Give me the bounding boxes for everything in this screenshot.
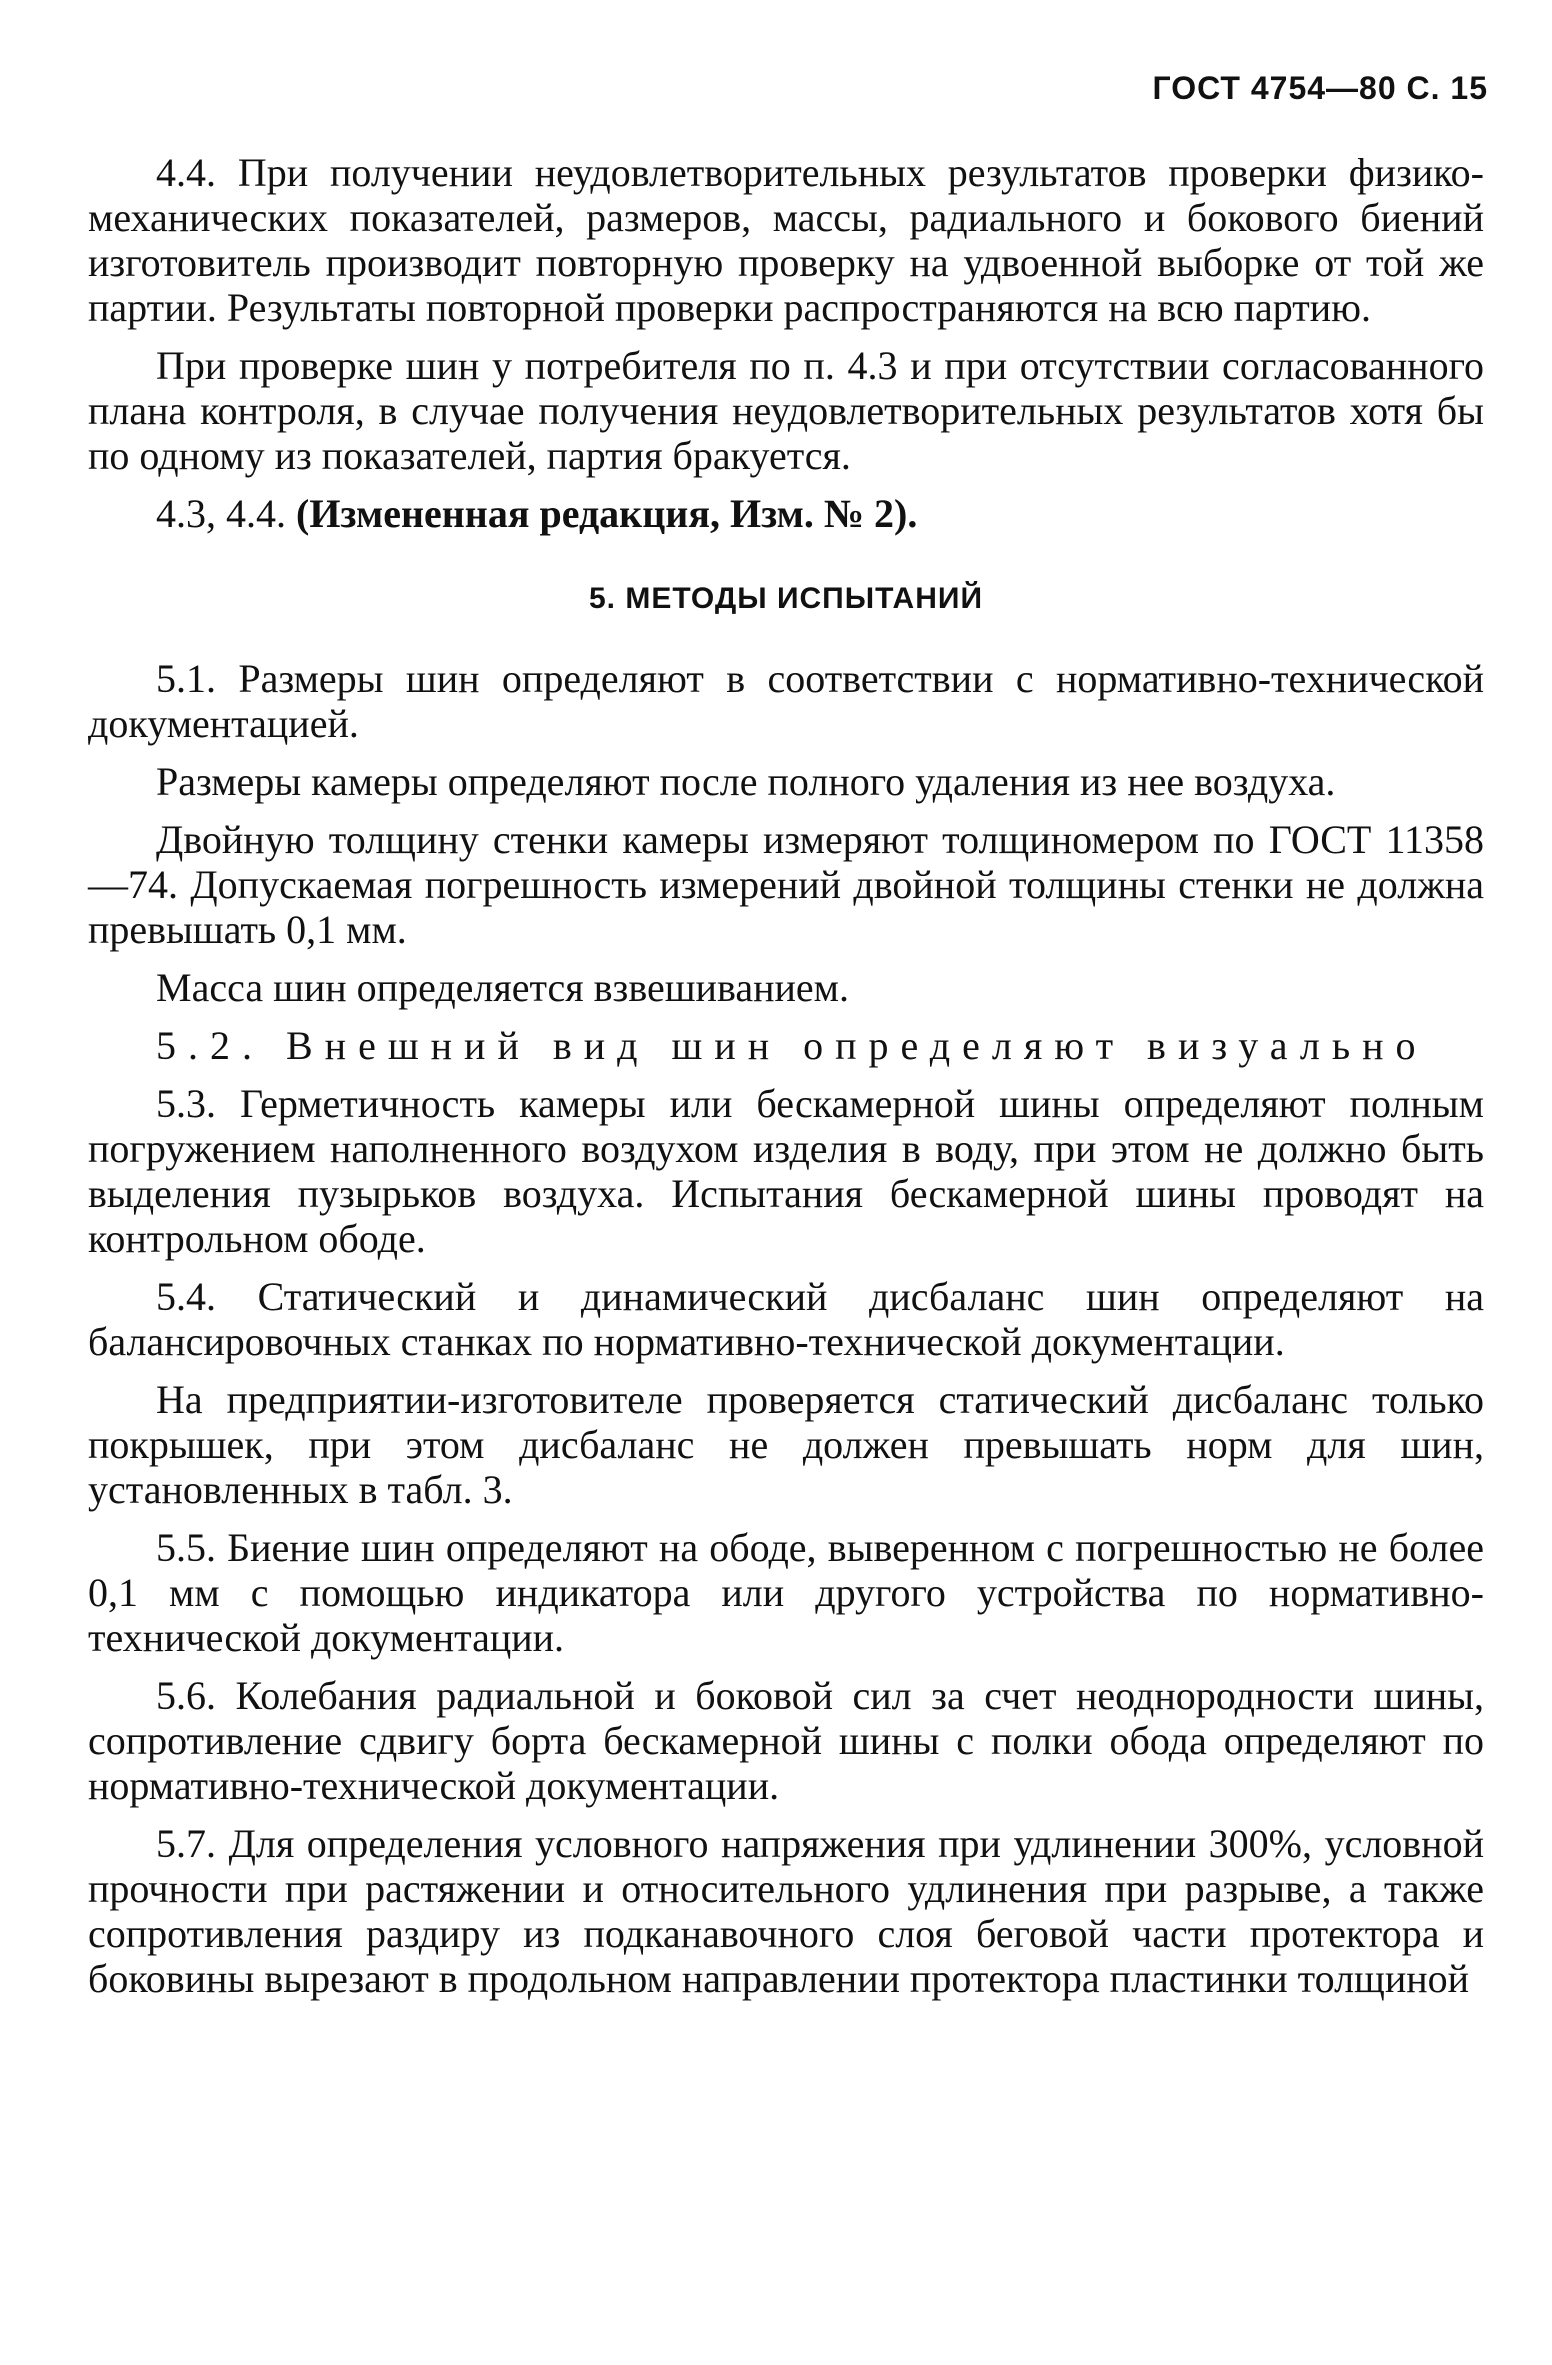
clause-number: 5.7.	[156, 1821, 216, 1866]
paragraph	[88, 965, 1484, 1010]
paragraph	[88, 759, 1484, 804]
paragraph	[88, 1821, 1484, 2001]
paragraph-text: На предприятии-изготовителе проверяется статический дисбаланс только покрышек, при этом дисбаланс не должен превышать норм для шин, установленных в табл. 3.	[88, 1377, 1484, 1512]
clause-number: 5.5.	[156, 1525, 216, 1570]
clause-number: 5.2.	[156, 1023, 264, 1068]
paragraph-text: Колебания радиальной и боковой сил за счет неоднородности шины, сопротивление сдвигу борта бескамерной шины с полки обода определяют по нормативно-технической документации.	[88, 1673, 1485, 1808]
paragraph-text: Биение шин определяют на ободе, выверенном с погрешностью не более 0,1 мм с помощью индикатора или другого устройства по нормативно-технической документации.	[88, 1525, 1485, 1660]
clause-number: 5.3.	[156, 1081, 216, 1126]
paragraph-text: Размеры шин определяют в соответствии с нормативно-технической документацией.	[88, 656, 1484, 746]
clause-number: 5.6.	[156, 1673, 216, 1718]
paragraph	[88, 150, 1484, 330]
paragraph-text: При проверке шин у потребителя по п. 4.3 и при отсутствии согласованного плана контроля, в случае получения неудовлетворительных результатов хотя бы по одному из показателей, партия бракуется.	[88, 343, 1484, 478]
paragraph	[88, 817, 1484, 952]
paragraph	[88, 1023, 1484, 1068]
page-header: ГОСТ 4754—80 С. 15	[1152, 70, 1488, 106]
section-title: 5. МЕТОДЫ ИСПЫТАНИЙ	[589, 582, 983, 615]
paragraph	[88, 1274, 1484, 1364]
amendment-note	[88, 491, 1484, 536]
clause-number: 4.3, 4.4.	[156, 491, 286, 536]
paragraph	[88, 1673, 1484, 1808]
amendment-text: (Измененная редакция, Изм. № 2).	[296, 491, 918, 536]
paragraph-text: Статический и динамический дисбаланс шин определяют на балансировочных станках по нормативно-технической документации.	[88, 1274, 1485, 1364]
paragraph	[88, 343, 1484, 478]
paragraph-text: Для определения условного напряжения при удлинении 300%, условной прочности при растяжении и относительного удлинения при разрыве, а также сопротивления раздиру из подканавочного слоя беговой части протектора и боковины вырезают в продольном направлении протектора пластинки толщиной	[88, 1821, 1484, 2001]
clause-number: 5.4.	[156, 1274, 216, 1319]
clause-number: 4.4.	[156, 150, 216, 195]
paragraph-text: Размеры камеры определяют после полного удаления из нее воздуха.	[156, 759, 1336, 804]
paragraph-text: Герметичность камеры или бескамерной шины определяют полным погружением наполненного воздухом изделия в воду, при этом не должно быть выделения пузырьков воздуха. Испытания бескамерной шины проводят на контрольном ободе.	[88, 1081, 1484, 1261]
document-body	[88, 150, 1484, 2014]
paragraph	[88, 1081, 1484, 1261]
paragraph	[88, 1525, 1484, 1660]
paragraph-text: Внешний вид шин определяют визуально	[286, 1023, 1428, 1068]
paragraph	[88, 656, 1484, 746]
paragraph-text: Масса шин определяется взвешиванием.	[156, 965, 849, 1010]
paragraph-text: При получении неудовлетворительных результатов проверки физико-механических показателей, размеров, массы, радиального и бокового биений изготовитель производит повторную проверку на удвоенной выборке от той же партии. Результаты повторной проверки распространяются на всю партию.	[88, 150, 1484, 330]
clause-number: 5.1.	[156, 656, 216, 701]
paragraph	[88, 1377, 1484, 1512]
paragraph-text: Двойную толщину стенки камеры измеряют толщиномером по ГОСТ 11358—74. Допускаемая погрешность измерений двойной толщины стенки не должна превышать 0,1 мм.	[88, 817, 1484, 952]
